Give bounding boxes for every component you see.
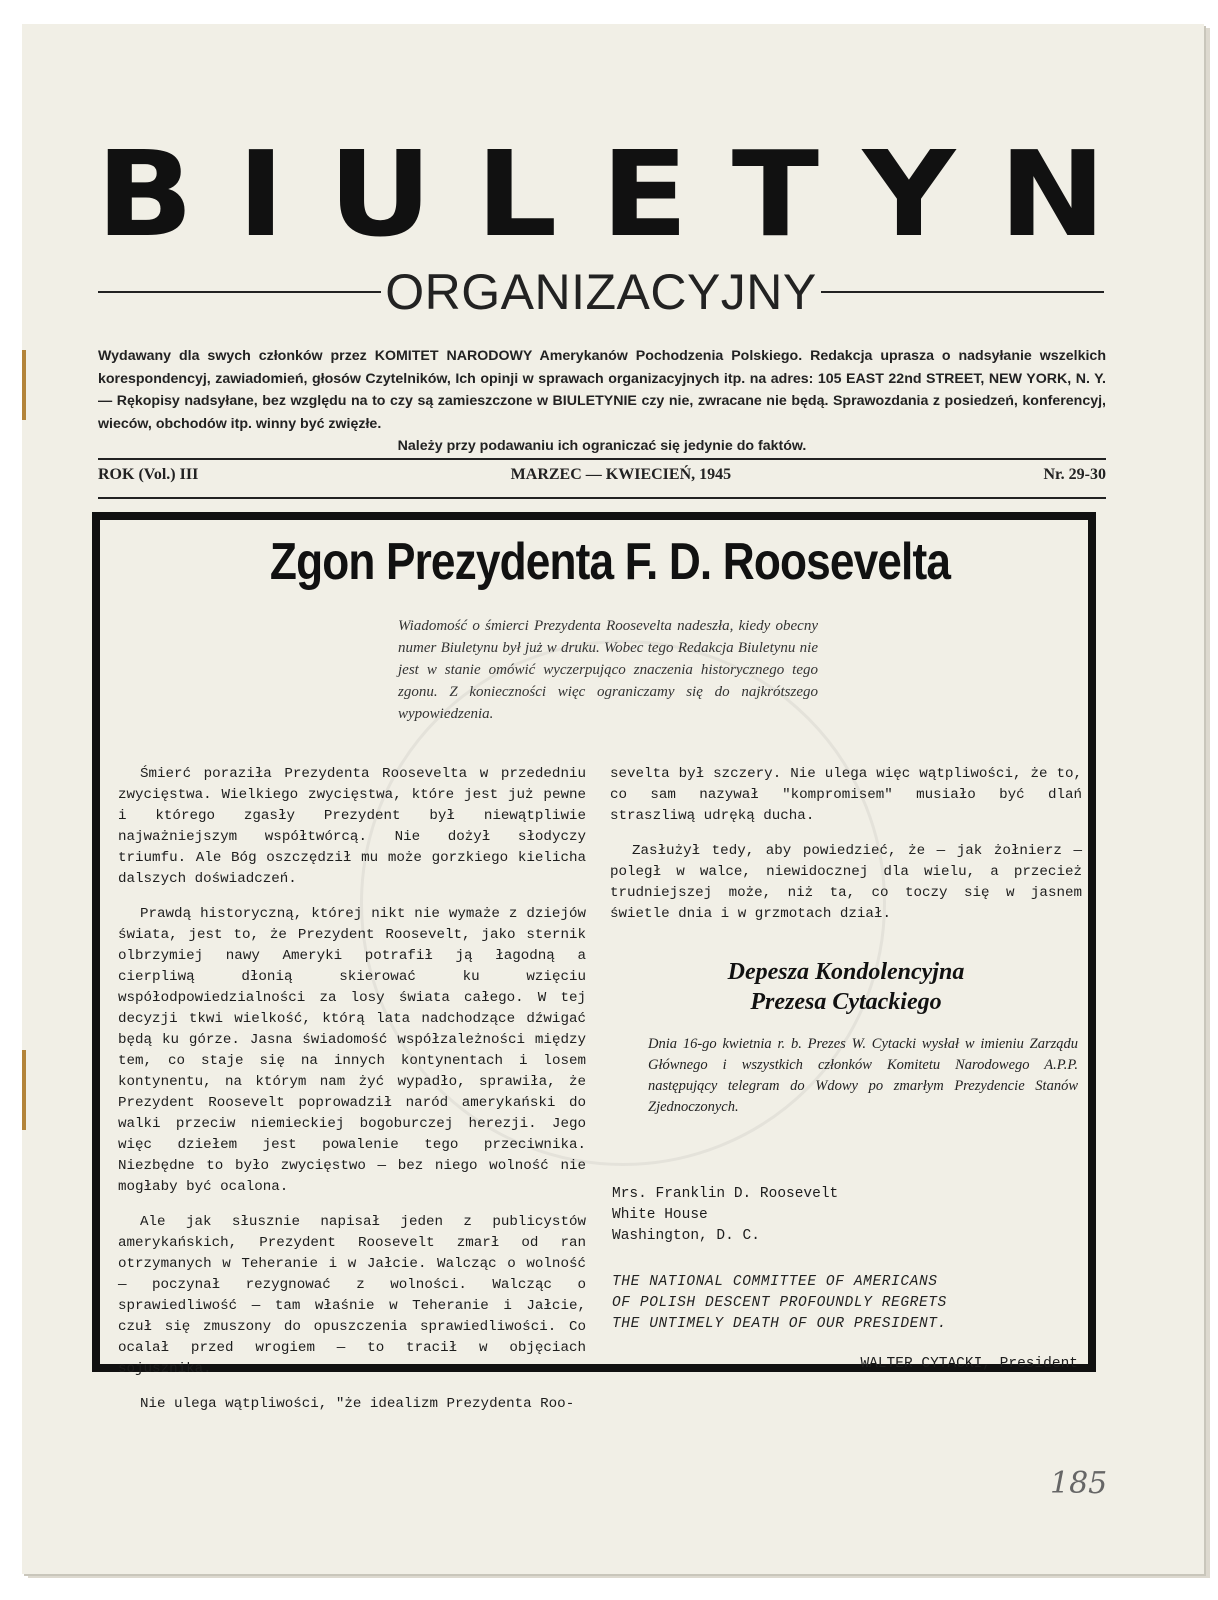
telegram-signature: WALTER CYTACKI, President	[860, 1356, 1078, 1372]
telegram-line: OF POLISH DESCENT PROFOUNDLY REGRETS	[612, 1295, 947, 1311]
telegram-text	[612, 1272, 1080, 1335]
telegram-line: THE NATIONAL COMMITTEE OF AMERICANS	[612, 1274, 938, 1290]
condolence-title-line: Depesza Kondolencyjna	[727, 959, 965, 985]
condolence-title	[610, 957, 1082, 1017]
article-paragraph: sevelta był szczery. Nie ulega więc wątpliwości, że to, co sam nazywał "kompromisem" musiało być dlań straszliwą udręką ducha.	[610, 766, 1082, 824]
article-paragraph: Nie ulega wątpliwości, "że idealizm Prezydenta Roo-	[140, 1396, 575, 1412]
subtitle-rule-right	[821, 291, 1104, 293]
masthead-letter: T	[731, 126, 820, 264]
masthead-letter: B	[96, 126, 194, 264]
address-line: Washington, D. C.	[612, 1228, 760, 1244]
issue-line	[98, 466, 1106, 484]
editorial-notice: Wiadomość o śmierci Prezydenta Roosevelta nadeszła, kiedy obecny numer Biuletynu był już w druku. Wobec tego Redakcja Biuletynu nie jest w stanie omówić wyczerpująco znaczenia historycznego tego zgonu. Z konieczności więc ograniczamy się do najkrótszego wypowiedzenia.	[398, 618, 818, 722]
staple-rust-mark	[22, 1050, 26, 1130]
publisher-intro	[98, 345, 1106, 458]
masthead-letter: U	[328, 126, 433, 264]
handwritten-page-number: 185	[1050, 1466, 1108, 1501]
masthead-title	[96, 126, 1106, 264]
masthead-subtitle: ORGANIZACYJNY	[385, 264, 817, 320]
telegram-address	[612, 1184, 912, 1247]
article-headline: Zgon Prezydenta F. D. Roosevelta	[269, 533, 951, 591]
article-paragraph: Ale jak słusznie napisał jeden z publicystów amerykańskich, Prezydent Roosevelt zmarł od ran otrzymanych w Teheranie i w Jałcie. Walcząc o wolność — poczynał rezygnować z wolności. Walcząc o sprawiedliwość — tam właśnie w Teheranie i Jałcie, czuł się zmuszony do opuszczenia sprawiedliwości. Co ocalał przed wrogiem — to tracił w objęciach sojusznika.	[118, 1214, 586, 1377]
masthead-letter: L	[475, 126, 558, 264]
intro-text: Wydawany dla swych członków przez KOMITET NARODOWY Amerykanów Pochodzenia Polskiego. Redakcja uprasza o nadsyłanie wszelkich korespondencyj, zawiadomień, głosów Czytelników, Ich opinji w sprawach organizacyjnych itp. na adres: 105 EAST 22nd STREET, NEW YORK, N. Y. — Rękopisy nadsyłane, bez względu na to czy są zamieszczone w BIULETYNIE czy nie, zwracane nie będą. Sprawozdania z posiedzeń, konferencyj, wieców, obchodów itp. winny być zwięzłe.	[98, 348, 1106, 432]
article-paragraph: Śmierć poraziła Prezydenta Roosevelta w przededniu zwycięstwa. Wielkiego zwycięstwa, które jest już pewne i którego zgasły Prezydent był niewątpliwie najważniejszym współtwórcą. Nie dożył słodyczy triumfu. Ale Bóg oszczędził mu może gorzkiego kielicha dalszych doświadczeń.	[118, 766, 586, 887]
address-line: White House	[612, 1207, 708, 1223]
condolence-body: Dnia 16-go kwietnia r. b. Prezes W. Cytacki wysłał w imieniu Zarządu Głównego i wszystkich członków Komitetu Narodowego A.P.P. następujący telegram do Wdowy po zmarłym Prezydencie Stanów Zjednoczonych.	[648, 1036, 1078, 1115]
masthead-letter: Y	[862, 126, 956, 264]
address-line: Mrs. Franklin D. Roosevelt	[612, 1186, 839, 1202]
telegram-line: THE UNTIMELY DEATH OF OUR PRESIDENT.	[612, 1316, 947, 1332]
masthead-letter: E	[600, 126, 689, 264]
subtitle-rule-left	[98, 291, 381, 293]
article-paragraph: Prawdą historyczną, której nikt nie wymaże z dziejów świata, jest to, że Prezydent Roosevelt, jako sternik olbrzymiej nawy Ameryki potrafił ją łagodną a cierpliwą dłonią skierować ku wzięciu współodpowiedzialności za losy świata całego. W tej decyzji tkwi wielkość, którą lata nadchodzące dźwigać będą ku górze. Jasna świadomość współzależności między tem, co staje się na innych kontynentach i losem kontynentu, na którym nam żyć wypadło, sprawiła, że Prezydent Roosevelt poprowadził naród amerykański do walki przeciw niemieckiej bogoburczej herezji. Jego więc dziełem jest powalenie tego przeciwnika. Niezbędne to było zwycięstwo — bez niego wolność nie mogłaby być ocalona.	[118, 906, 586, 1195]
issue-rule-bottom	[98, 497, 1106, 499]
issue-number: Nr. 29-30	[1043, 466, 1106, 483]
staple-rust-mark	[22, 350, 26, 420]
masthead-subtitle-row	[98, 262, 1104, 322]
article-paragraph: Zasłużył tedy, aby powiedzieć, że — jak żołnierz — poległ w walce, niewidocznej dla wielu, a przecież trudniejszej może, niż ta, co toczy się w jasnem świetle dnia i w grzmotach dział.	[610, 843, 1082, 922]
issue-volume: ROK (Vol.) III	[98, 466, 199, 483]
intro-last-line: Należy przy podawaniu ich ograniczać się jedynie do faktów.	[397, 438, 807, 454]
masthead-letter: N	[998, 126, 1106, 264]
issue-rule-top	[98, 458, 1106, 460]
issue-date: MARZEC — KWIECIEŃ, 1945	[510, 466, 732, 483]
condolence-title-line: Prezesa Cytackiego	[750, 989, 942, 1015]
article-column-right	[610, 764, 1082, 939]
article-column-left	[118, 764, 586, 1429]
masthead-letter: I	[237, 126, 285, 264]
